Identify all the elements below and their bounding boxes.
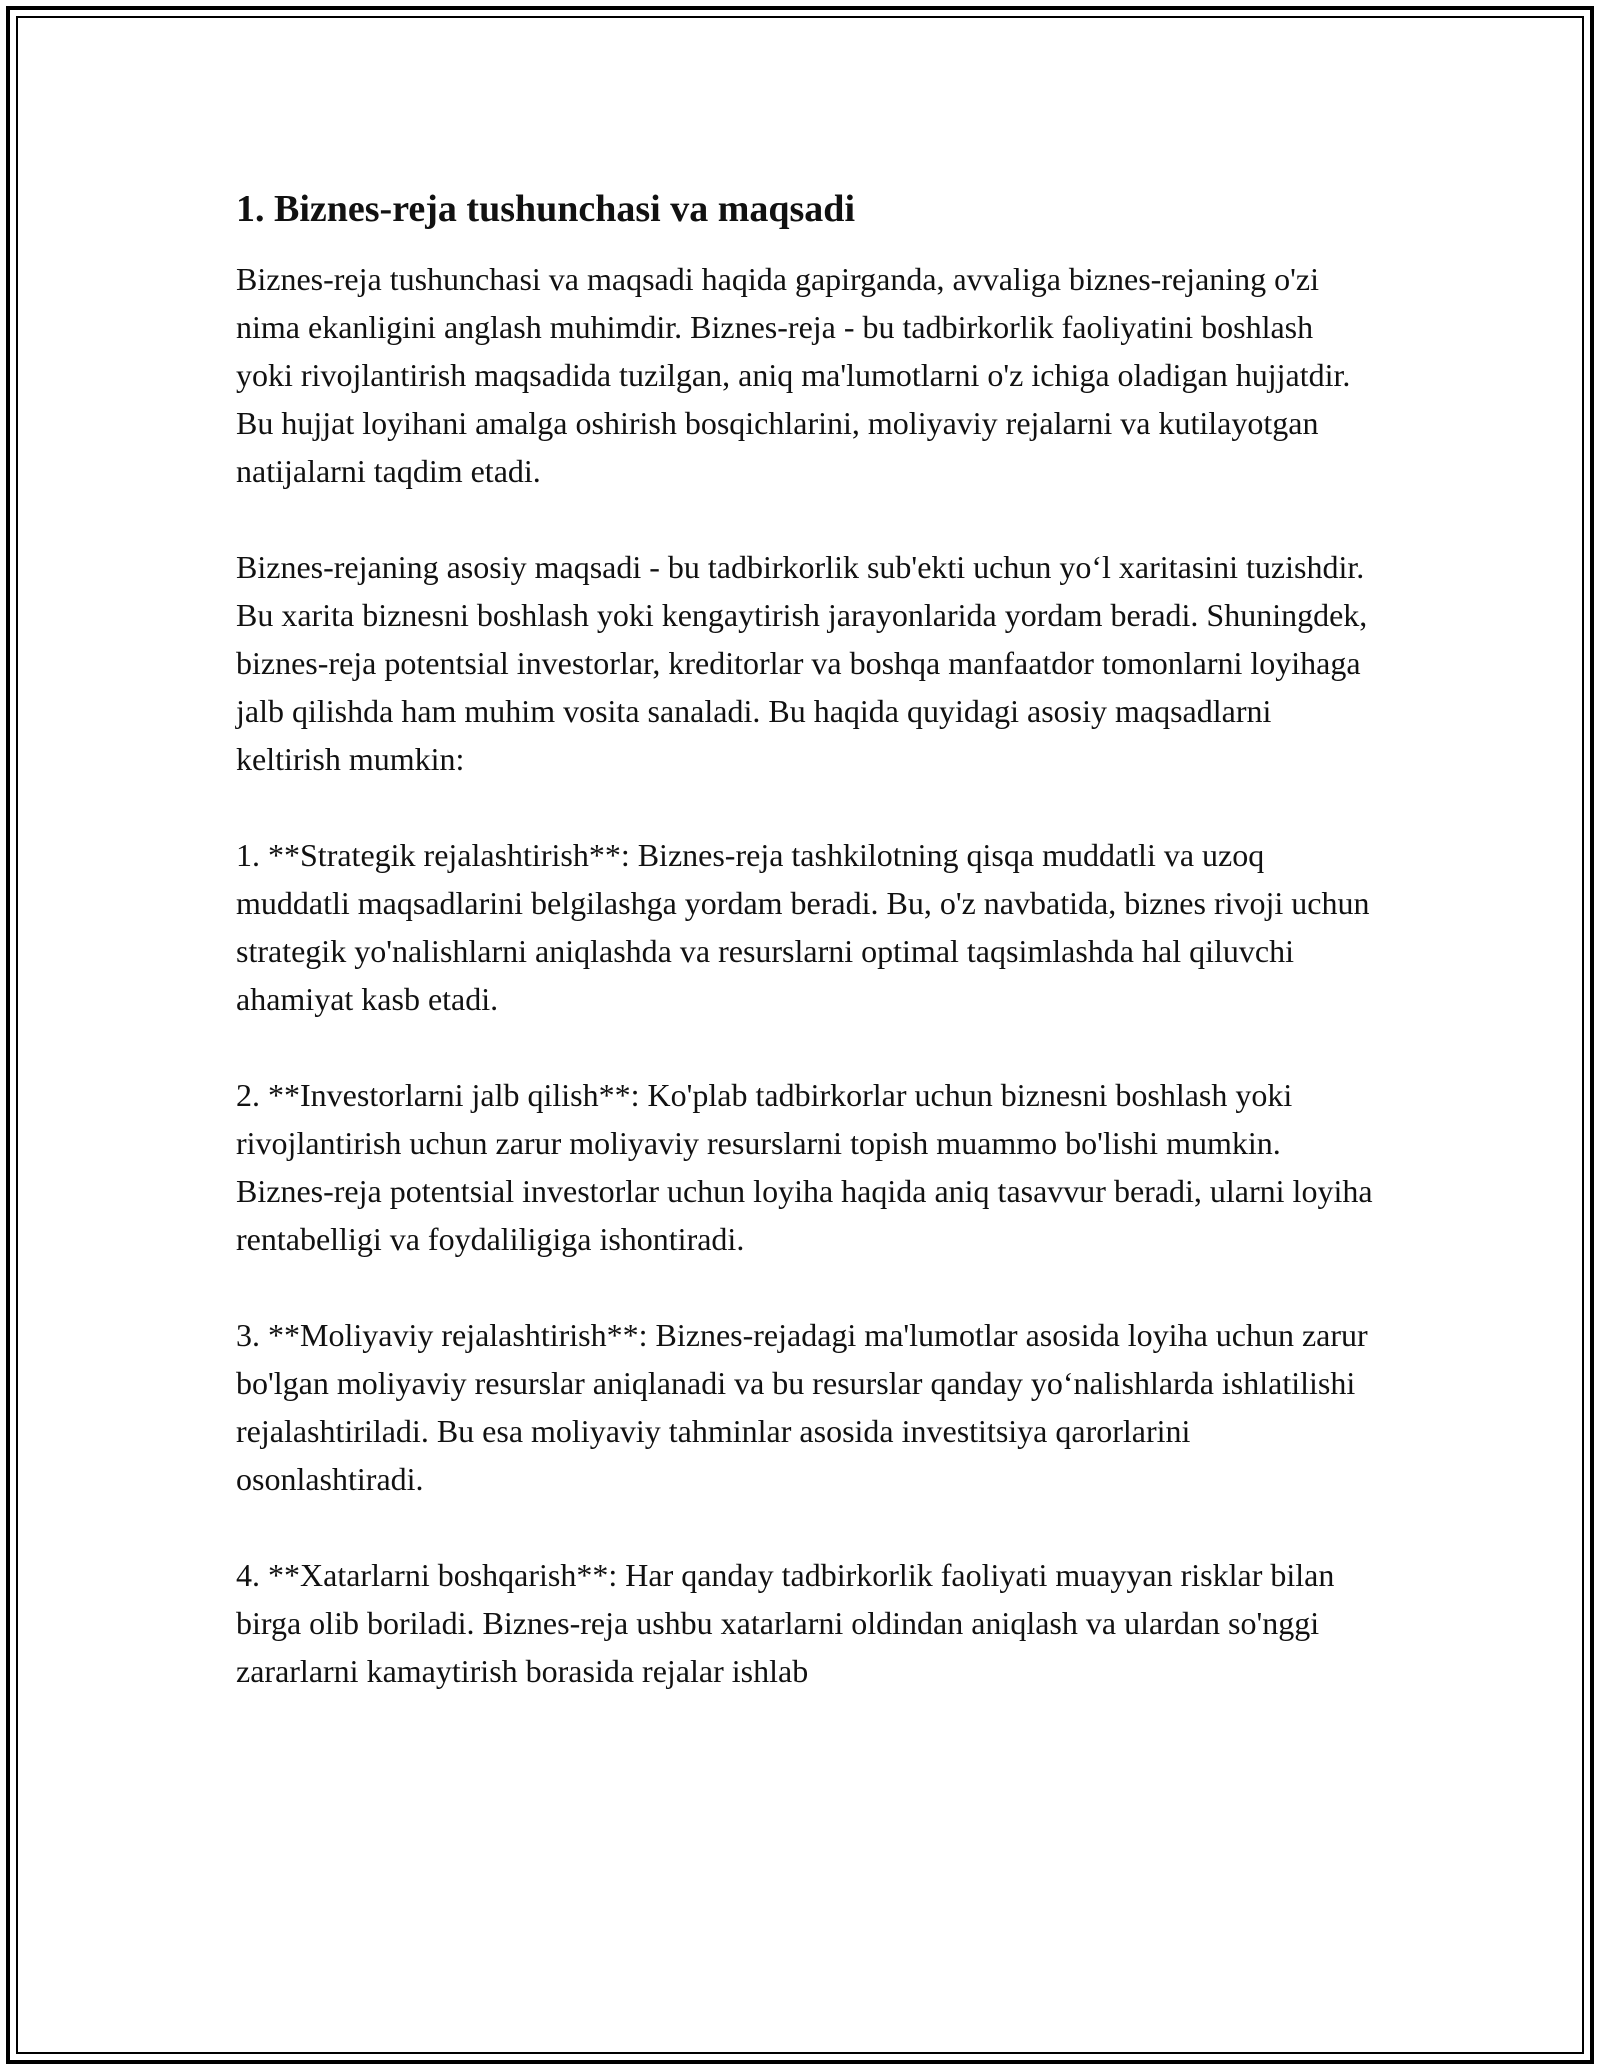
document-body bbox=[236, 185, 1376, 1743]
paragraph-main-goal: Biznes-rejaning asosiy maqsadi - bu tadbirkorlik sub'ekti uchun yo‘l xaritasini tuzishdir. Bu xarita biznesni boshlash yoki kengaytirish jarayonlarida yordam beradi. Shuningdek, biznes-reja potentsial investorlar, kreditorlar va boshqa manfaatdor tomonlarni loyihaga jalb qilishda ham muhim vosita sanaladi. Bu haqida quyidagi asosiy maqsadlarni keltirish mumkin: bbox=[236, 549, 1368, 777]
paragraph-strategic-planning: 1. **Strategik rejalashtirish**: Biznes-reja tashkilotning qisqa muddatli va uzoq muddatli maqsadlarini belgilashga yordam beradi. Bu, o'z navbatida, biznes rivoji uchun strategik yo'nalishlarni aniqlashda va resurslarni optimal taqsimlashda hal qiluvchi ahamiyat kasb etadi. bbox=[236, 837, 1370, 1017]
paragraph-financial-planning: 3. **Moliyaviy rejalashtirish**: Biznes-rejadagi ma'lumotlar asosida loyiha uchun zarur bo'lgan moliyaviy resurslar aniqlanadi va bu resurslar qanday yo‘nalishlarda ishlatilishi rejalashtiriladi. Bu esa moliyaviy tahminlar asosida investitsiya qarorlarini osonlashtiradi. bbox=[236, 1317, 1368, 1497]
paragraph-attract-investors: 2. **Investorlarni jalb qilish**: Ko'plab tadbirkorlar uchun biznesni boshlash yoki rivojlantirish uchun zarur moliyaviy resurslarni topish muammo bo'lishi mumkin. Biznes-reja potentsial investorlar uchun loyiha haqida aniq tasavvur beradi, ularni loyiha rentabelligi va foydaliligiga ishontiradi. bbox=[236, 1077, 1373, 1257]
paragraph-intro: Biznes-reja tushunchasi va maqsadi haqida gapirganda, avvaliga biznes-rejaning o'zi nima ekanligini anglash muhimdir. Biznes-reja - bu tadbirkorlik faoliyatini boshlash yoki rivojlantirish maqsadida tuzilgan, aniq ma'lumotlarni o'z ichiga oladigan hujjatdir. Bu hujjat loyihani amalga oshirish bosqichlarini, moliyaviy rejalarni va kutilayotgan natijalarni taqdim etadi. bbox=[236, 261, 1351, 489]
paragraph-risk-management: 4. **Xatarlarni boshqarish**: Har qanday tadbirkorlik faoliyati muayyan risklar bilan birga olib boriladi. Biznes-reja ushbu xatarlarni oldindan aniqlash va ulardan so'nggi zararlarni kamaytirish borasida rejalar ishlab bbox=[236, 1557, 1335, 1689]
section-heading: 1. Biznes-reja tushunchasi va maqsadi bbox=[236, 188, 856, 230]
